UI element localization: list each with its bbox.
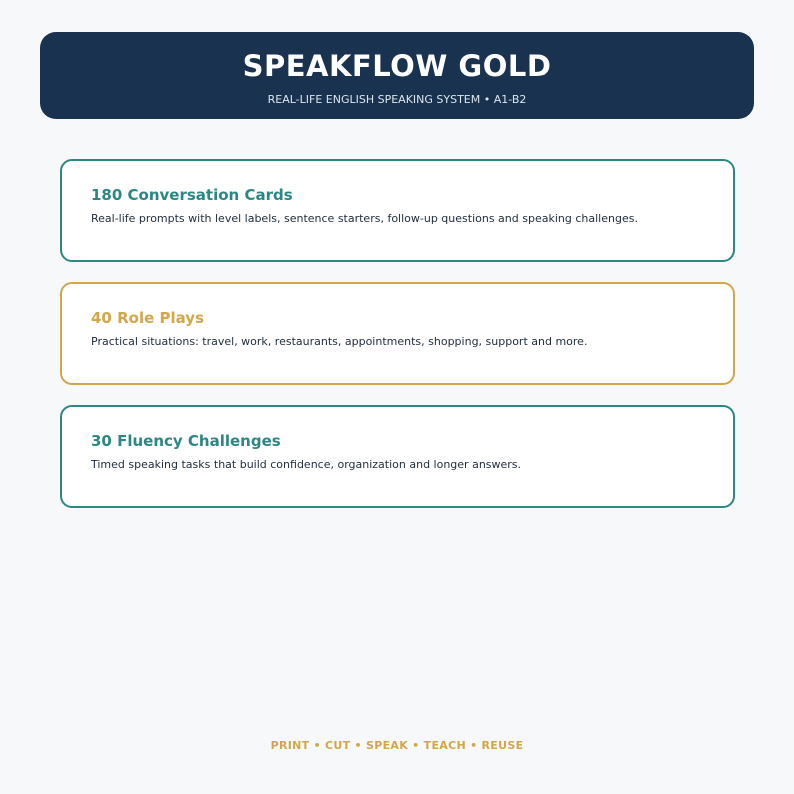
card-title: 30 Fluency Challenges xyxy=(91,432,281,450)
page-subtitle: REAL-LIFE ENGLISH SPEAKING SYSTEM • A1-B2 xyxy=(267,93,527,106)
feature-card-fluency-challenges xyxy=(60,405,735,508)
card-description: Real-life prompts with level labels, sentence starters, follow-up questions and speaking challenges. xyxy=(91,212,638,225)
feature-card-role-plays xyxy=(60,282,735,385)
page-title: SPEAKFLOW GOLD xyxy=(242,49,552,83)
card-title: 40 Role Plays xyxy=(91,309,204,327)
footer-tagline: PRINT • CUT • SPEAK • TEACH • REUSE xyxy=(270,739,524,752)
card-description: Timed speaking tasks that build confidence, organization and longer answers. xyxy=(91,458,522,471)
card-title: 180 Conversation Cards xyxy=(91,186,293,204)
feature-card-conversation-cards xyxy=(60,159,735,262)
card-description: Practical situations: travel, work, restaurants, appointments, shopping, support and more. xyxy=(91,335,588,348)
header-banner xyxy=(40,32,754,119)
